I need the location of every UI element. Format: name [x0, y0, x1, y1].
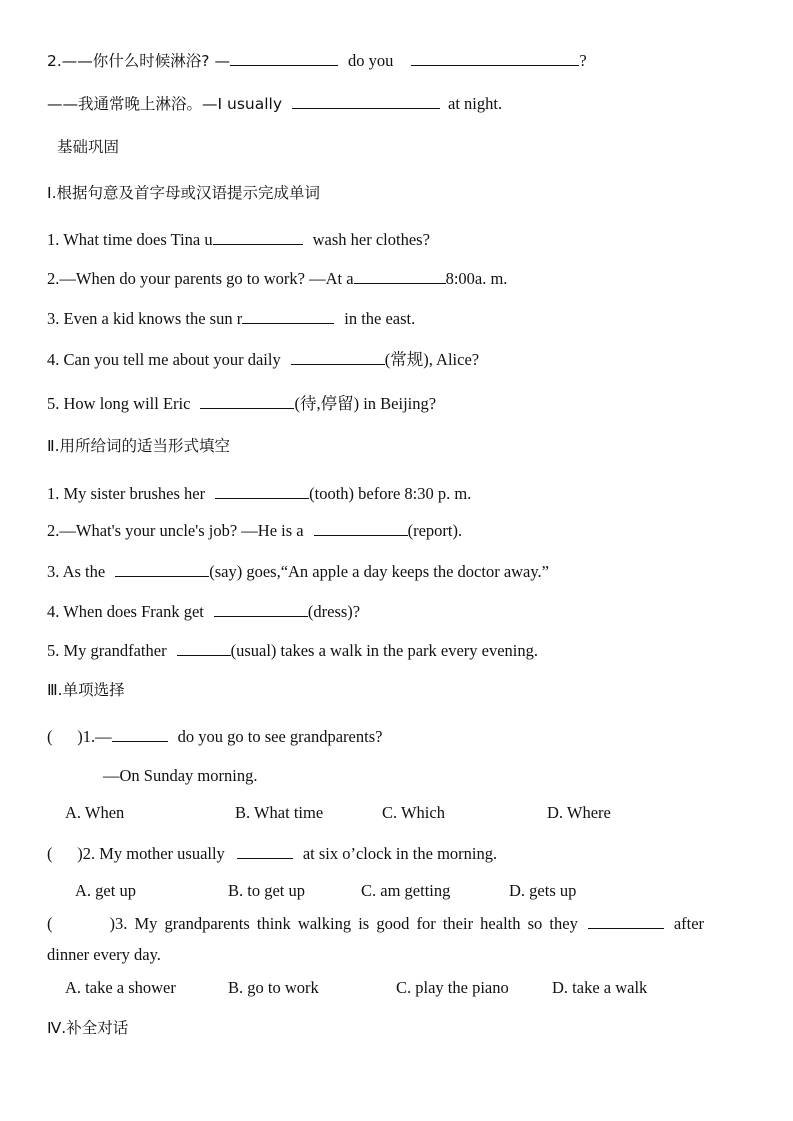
blank[interactable]: [200, 393, 294, 409]
text: in the east.: [344, 309, 416, 328]
text: 2.——你什么时候淋浴? —: [47, 52, 230, 70]
text: 3. As the: [47, 562, 106, 581]
text: wash her clothes?: [312, 230, 430, 249]
text: ( )3. My grandparents think walking is good for their health so they: [47, 914, 578, 933]
text: 5. How long will Eric: [47, 394, 191, 413]
s3-q3-option-d[interactable]: D. take a walk: [552, 978, 648, 997]
s1-question-3: [47, 308, 415, 329]
text: 2.—What's your uncle's job? —He is a: [47, 521, 304, 540]
text: (常规), Alice?: [384, 350, 480, 369]
text: (待,停留) in Beijing?: [294, 394, 437, 413]
blank[interactable]: [112, 726, 168, 742]
text: (report).: [407, 521, 463, 540]
blank[interactable]: [242, 308, 334, 324]
top-line-1: [47, 50, 587, 71]
text: do you go to see grandparents?: [177, 727, 383, 746]
blank[interactable]: [291, 349, 385, 365]
s3-q3-option-c[interactable]: C. play the piano: [396, 978, 509, 997]
s3-question-2: [47, 843, 497, 864]
s3-q2-option-c[interactable]: C. am getting: [361, 881, 451, 900]
s1-question-4: [47, 349, 479, 370]
s1-question-1: [47, 229, 430, 250]
blank[interactable]: [314, 520, 408, 536]
blank[interactable]: [215, 483, 309, 499]
blank[interactable]: [354, 268, 446, 284]
s2-question-2: [47, 520, 462, 541]
text: 4. When does Frank get: [47, 602, 204, 621]
text: 2.—When do your parents go to work? —At a: [47, 269, 354, 288]
blank[interactable]: [292, 93, 440, 109]
s3-q3-option-b[interactable]: B. go to work: [228, 978, 319, 997]
text: at six o’clock in the morning.: [302, 844, 498, 863]
text: ( )1.—: [47, 727, 112, 746]
s3-question-3-cont: dinner every day.: [47, 945, 161, 964]
s2-question-1: [47, 483, 471, 504]
s3-q2-option-a[interactable]: A. get up: [75, 881, 136, 900]
text: 8:00a. m.: [445, 269, 508, 288]
s3-q1-answer-line: —On Sunday morning.: [103, 766, 258, 785]
s3-q3-option-a[interactable]: A. take a shower: [65, 978, 176, 997]
section-1-title: Ⅰ.根据句意及首字母或汉语提示完成单词: [47, 184, 320, 202]
section-heading: 基础巩固: [57, 138, 120, 156]
text: 5. My grandfather: [47, 641, 167, 660]
text: (tooth) before 8:30 p. m.: [309, 484, 472, 503]
text: at night.: [448, 94, 503, 113]
text: 4. Can you tell me about your daily: [47, 350, 281, 369]
s2-question-5: [47, 640, 538, 661]
text: ( )2. My mother usually: [47, 844, 225, 863]
s3-q1-option-c[interactable]: C. Which: [382, 803, 445, 822]
s2-question-4: [47, 601, 360, 622]
text: do you: [347, 51, 394, 70]
s3-q1-option-a[interactable]: A. When: [65, 803, 125, 822]
blank[interactable]: [177, 640, 231, 656]
text: 3. Even a kid knows the sun r: [47, 309, 243, 328]
text: (say) goes,“An apple a day keeps the doctor away.”: [209, 562, 550, 581]
blank[interactable]: [230, 50, 338, 66]
blank[interactable]: [237, 843, 293, 859]
s1-question-2: [47, 268, 507, 289]
s3-q2-option-b[interactable]: B. to get up: [228, 881, 305, 900]
blank[interactable]: [115, 561, 209, 577]
section-4-title: Ⅳ.补全对话: [47, 1019, 129, 1037]
s3-question-3: [47, 913, 704, 934]
s2-question-3: [47, 561, 549, 582]
s3-q1-option-d[interactable]: D. Where: [547, 803, 611, 822]
s1-question-5: [47, 393, 436, 414]
text: after: [673, 914, 705, 933]
blank[interactable]: [214, 601, 308, 617]
section-3-title: Ⅲ.单项选择: [47, 681, 125, 699]
blank[interactable]: [588, 913, 664, 929]
text: ——我通常晚上淋浴。—I usually: [47, 95, 283, 113]
text: 1. My sister brushes her: [47, 484, 206, 503]
s3-q1-option-b[interactable]: B. What time: [235, 803, 324, 822]
text: (usual) takes a walk in the park every evening.: [230, 641, 539, 660]
s3-q2-option-d[interactable]: D. gets up: [509, 881, 577, 900]
text: 1. What time does Tina u: [47, 230, 213, 249]
section-2-title: Ⅱ.用所给词的适当形式填空: [47, 437, 231, 455]
blank[interactable]: [213, 229, 303, 245]
text: ?: [579, 51, 587, 70]
s3-question-1: [47, 726, 382, 747]
top-line-2: [47, 93, 502, 114]
blank[interactable]: [411, 50, 579, 66]
text: (dress)?: [307, 602, 361, 621]
